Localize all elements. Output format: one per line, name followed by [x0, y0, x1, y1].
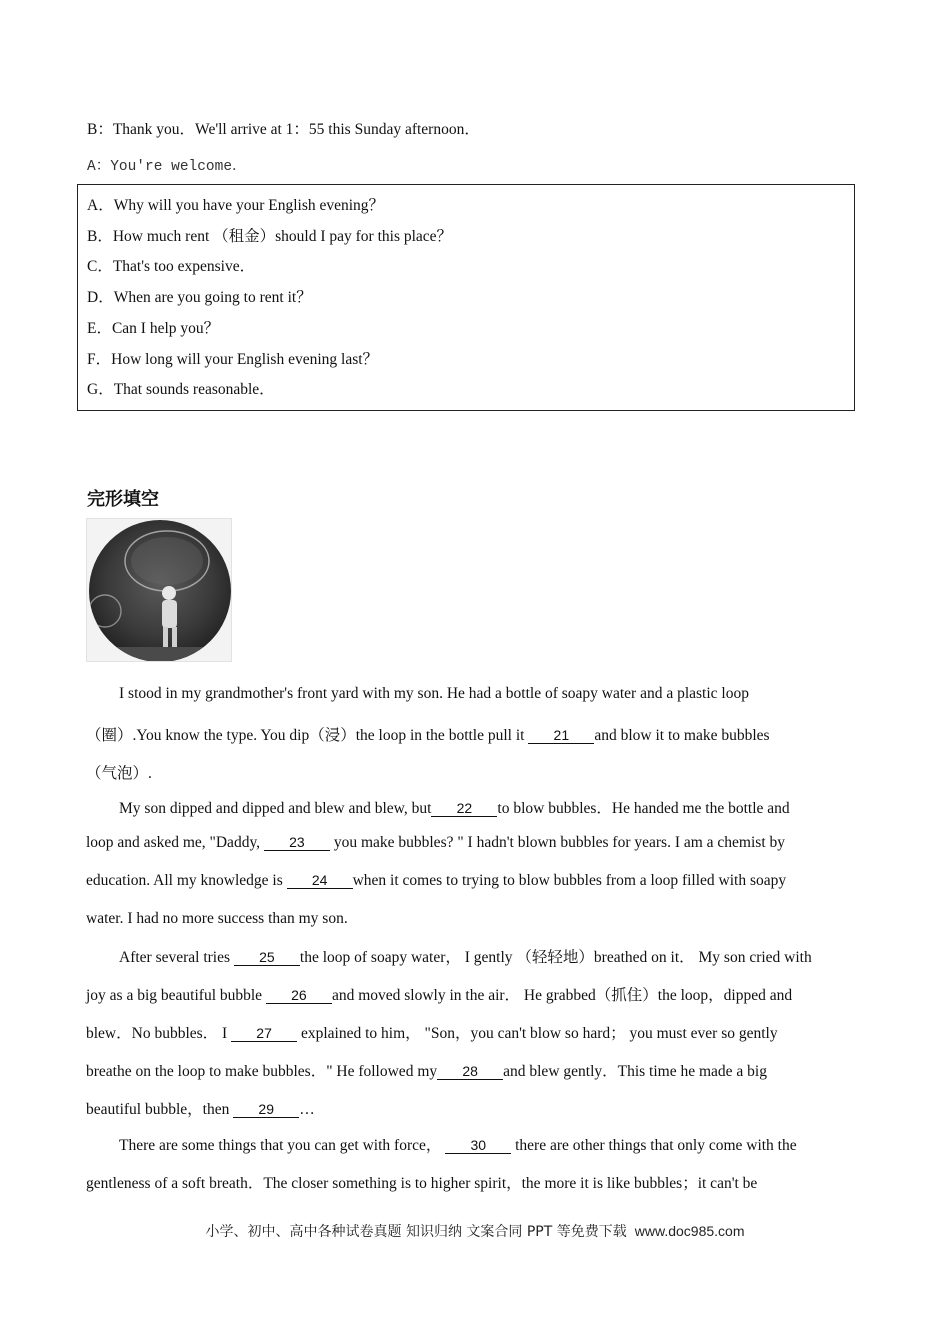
p3-line5-text-end: …	[299, 1101, 315, 1118]
p3-line2-text: joy as a big beautiful bubble	[86, 987, 266, 1004]
option-f: F．How long will your English evening last？	[87, 351, 379, 368]
p2-line1	[119, 796, 790, 818]
p2-line2	[86, 834, 785, 852]
p4-line1-text: There are some things that you can get with force，	[119, 1137, 446, 1154]
p2-line2-text-end: you make bubbles? " I hadn't blown bubbles for years. I am a chemist by	[329, 834, 786, 851]
p2-line3	[86, 872, 786, 890]
p2-line2-text: loop and asked me, "Daddy,	[86, 834, 264, 851]
option-d: D．When are you going to rent it？	[87, 289, 312, 306]
blank-26[interactable]: 26	[266, 987, 332, 1004]
p3-line2	[86, 983, 792, 1005]
p3-line4-text: breathe on the loop to make bubbles．" He followed my	[86, 1063, 438, 1080]
option-a: A．Why will you have your English evening？	[87, 197, 385, 214]
blank-23[interactable]: 23	[264, 834, 330, 851]
option-e: E．Can I help you？	[87, 320, 220, 337]
p3-line1-text: After several tries	[119, 949, 234, 966]
p1-line2-text: （圈）.You know the type. You dip（浸）the loop in the bottle pull it	[86, 727, 529, 744]
p3-line3-text-end: explained to him， "Son，you can't blow so hard； you must ever so gently	[297, 1025, 778, 1042]
footer-link[interactable]: www.doc985.com	[634, 1223, 745, 1239]
p4-line1	[119, 1133, 797, 1155]
p4-line2: gentleness of a soft breath．The closer something is to higher spirit，the more it is like bubbles；it can't be	[86, 1175, 758, 1192]
blank-22[interactable]: 22	[431, 800, 497, 817]
footer-text: 小学、初中、高中各种试卷真题 知识归纳 文案合同 PPT 等免费下载	[205, 1224, 627, 1240]
p1-line2-text-end: and blow it to make bubbles	[594, 727, 770, 744]
blank-29[interactable]: 29	[233, 1101, 299, 1118]
p3-line1-text-end: the loop of soapy water， I gently （轻轻地）breathed on it． My son cried with	[299, 949, 812, 966]
p1-line2	[86, 723, 770, 745]
p3-line1	[119, 945, 812, 967]
blank-30[interactable]: 30	[445, 1137, 511, 1154]
option-b: B．How much rent （租金）should I pay for this place？	[87, 228, 453, 245]
p1-line1: I stood in my grandmother's front yard with my son. He had a bottle of soapy water and a plastic loop	[119, 685, 749, 702]
p3-line3-text: blew．No bubbles． I	[86, 1025, 232, 1042]
p2-line1-text: My son dipped and dipped and blew and blew, but	[119, 800, 432, 817]
option-c: C．That's too expensive．	[87, 258, 256, 275]
p3-line5	[86, 1097, 315, 1119]
footer	[0, 1221, 950, 1241]
blank-27[interactable]: 27	[231, 1025, 297, 1042]
p3-line2-text-end: and moved slowly in the air． He grabbed（抓住）the loop，dipped and	[331, 987, 793, 1004]
p3-line4	[86, 1059, 767, 1081]
options-box	[77, 184, 855, 411]
bubble-photo	[86, 518, 232, 662]
option-g: G．That sounds reasonable．	[87, 381, 275, 398]
p4-line1-text-end: there are other things that only come with the	[511, 1137, 797, 1154]
p2-line1-text-end: to blow bubbles．He handed me the bottle and	[497, 800, 790, 817]
section-title: 完形填空	[87, 489, 159, 510]
dialogue-line-b: B：Thank you．We'll arrive at 1：55 this Sunday afternoon．	[87, 121, 480, 138]
p2-line4: water. I had no more success than my son.	[86, 910, 348, 927]
blank-24[interactable]: 24	[287, 872, 353, 889]
blank-25[interactable]: 25	[234, 949, 300, 966]
dialogue-line-a: A：You're welcome．	[87, 159, 247, 175]
p2-line3-text-end: when it comes to trying to blow bubbles from a loop filled with soapy	[352, 872, 787, 889]
p3-line5-text: beautiful bubble，then	[86, 1101, 234, 1118]
blank-28[interactable]: 28	[437, 1063, 503, 1080]
blank-21[interactable]: 21	[528, 727, 594, 744]
p3-line3	[86, 1021, 778, 1043]
p1-line3: （气泡）.	[86, 765, 152, 782]
p3-line4-text-end: and blew gently．This time he made a big	[503, 1063, 767, 1080]
p2-line3-text: education. All my knowledge is	[86, 872, 287, 889]
